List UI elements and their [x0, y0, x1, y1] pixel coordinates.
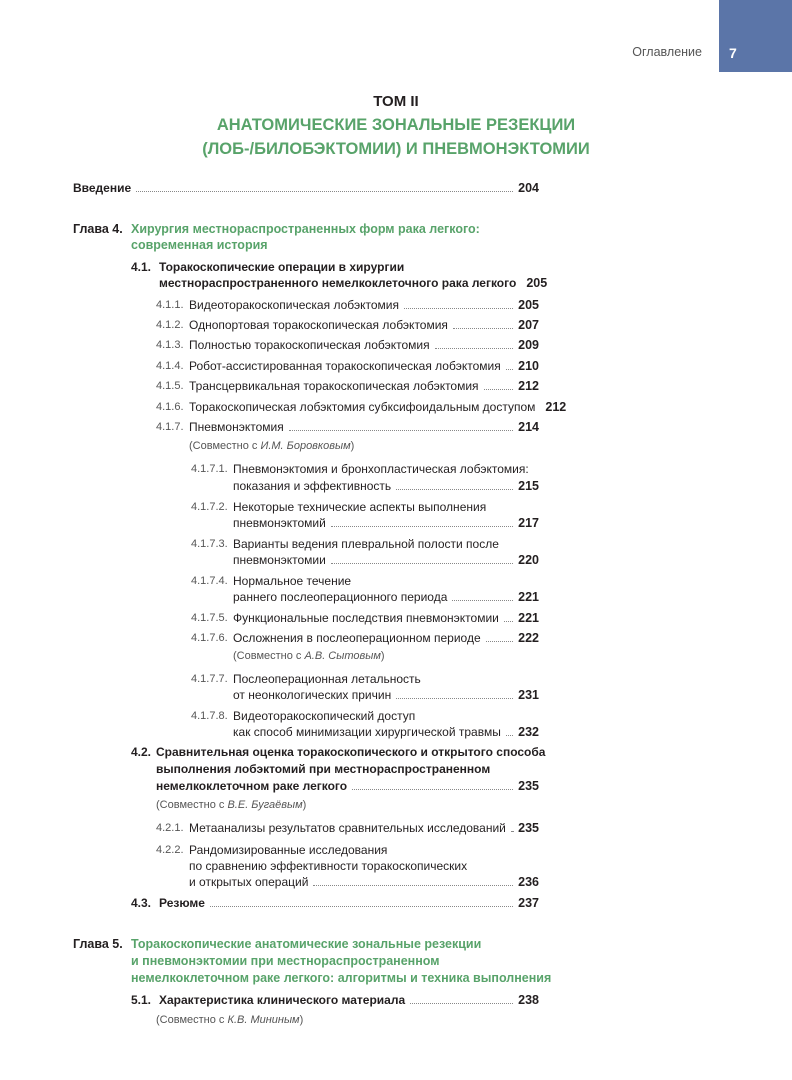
dot-leader — [210, 906, 513, 907]
toc-title: Робот-ассистированная торакоскопическая лобэктомия — [189, 359, 501, 373]
toc-page: 237 — [518, 896, 539, 910]
toc-page: 222 — [518, 631, 539, 645]
subsection-title-line-1[interactable]: Нормальное течение — [233, 574, 352, 588]
subsection-number: 4.1.5. — [156, 380, 184, 392]
dot-leader — [511, 831, 513, 832]
dot-leader — [484, 389, 514, 390]
toc-title: показания и эффективность — [233, 479, 392, 493]
toc-title: Пневмонэктомия — [189, 420, 284, 434]
dot-leader — [352, 789, 513, 790]
section-number: 5.1. — [131, 993, 152, 1007]
dot-leader — [506, 369, 513, 370]
toc-title: Метаанализы результатов сравнительных исследований — [189, 821, 506, 835]
toc-entry-4-1-3[interactable] — [189, 338, 539, 353]
toc-page: 212 — [518, 379, 539, 393]
subsection-number: 4.1.7.7. — [191, 673, 228, 685]
section-title-line-1[interactable]: Сравнительная оценка торакоскопического и открытого способа — [156, 745, 546, 759]
toc-entry-4-1-7-3[interactable] — [233, 553, 539, 568]
coauthor-note: (Совместно с К.В. Мининым) — [156, 1014, 304, 1026]
dot-leader — [486, 641, 513, 642]
chapter-label: Глава 4. — [73, 222, 123, 236]
toc-title: Торакоскопическая лобэктомия субксифоидальным доступом — [189, 400, 536, 414]
toc-page: 214 — [518, 420, 539, 434]
toc-entry-4-2-1[interactable] — [189, 821, 539, 836]
toc-entry-intro[interactable] — [73, 181, 539, 196]
subsection-title-line-1[interactable]: Пневмонэктомия и бронхопластическая лобэктомия: — [233, 462, 529, 476]
subsection-title-line-1[interactable]: Некоторые технические аспекты выполнения — [233, 500, 487, 514]
section-number: 4.2. — [131, 745, 152, 759]
toc-entry-4-2-2[interactable] — [189, 875, 539, 890]
section-number: 4.1. — [131, 260, 152, 274]
subsection-number: 4.1.3. — [156, 339, 184, 351]
section-title-line-1[interactable]: Торакоскопические операции в хирургии — [159, 260, 405, 274]
toc-page: 238 — [518, 993, 539, 1007]
toc-title: Резюме — [159, 896, 205, 910]
toc-page: 207 — [518, 318, 539, 332]
toc-entry-4-1-4[interactable] — [189, 359, 539, 374]
coauthor-note: (Совместно с В.Е. Бугаёвым) — [156, 799, 307, 811]
toc-title: Видеоторакоскопическая лобэктомия — [189, 298, 399, 312]
toc-page: 221 — [518, 611, 539, 625]
toc-title: и открытых операций — [189, 875, 309, 889]
toc-page: 205 — [518, 298, 539, 312]
toc-title: раннего послеоперационного периода — [233, 590, 448, 604]
toc-entry-4-1-7-6[interactable] — [233, 631, 539, 646]
toc-entry-4-1-7-8[interactable] — [233, 725, 539, 740]
page-tab — [719, 0, 792, 72]
toc-title: Трансцервикальная торакоскопическая лобэктомия — [189, 379, 479, 393]
subsection-number: 4.1.6. — [156, 401, 184, 413]
subsection-title-line-1[interactable]: Видеоторакоскопический доступ — [233, 709, 416, 723]
subsection-title-line-1[interactable]: Рандомизированные исследования — [189, 843, 388, 857]
subsection-number: 4.2.1. — [156, 822, 184, 834]
chapter-label: Глава 5. — [73, 937, 123, 951]
subsection-number: 4.2.2. — [156, 844, 184, 856]
toc-entry-4-1-1[interactable] — [189, 298, 539, 313]
dot-leader — [452, 600, 513, 601]
toc-title: пневмонэктомий — [233, 516, 326, 530]
volume-title-line-1: АНАТОМИЧЕСКИЕ ЗОНАЛЬНЫЕ РЕЗЕКЦИИ — [216, 116, 576, 134]
dot-leader — [506, 735, 513, 736]
toc-entry-5-1[interactable] — [159, 993, 539, 1008]
toc-page: 210 — [518, 359, 539, 373]
toc-page: 235 — [518, 779, 539, 793]
subsection-number: 4.1.7.4. — [191, 575, 228, 587]
subsection-number: 4.1.7. — [156, 421, 184, 433]
dot-leader — [404, 308, 513, 309]
subsection-title-line-1[interactable]: Варианты ведения плевральной полости после — [233, 537, 499, 551]
dot-leader — [453, 328, 513, 329]
section-number: 4.3. — [131, 896, 152, 910]
toc-page: 215 — [518, 479, 539, 493]
subsection-number: 4.1.7.1. — [191, 463, 228, 475]
toc-title: пневмонэктомии — [233, 553, 326, 567]
subsection-title-line-1[interactable]: Послеоперационная летальность — [233, 672, 421, 686]
coauthor-name: К.В. Мининым — [227, 1014, 300, 1026]
subsection-number: 4.1.7.2. — [191, 501, 228, 513]
chapter-title-line-2[interactable]: и пневмонэктомии при местнораспространенном — [131, 954, 440, 968]
running-header: Оглавление — [632, 45, 702, 59]
toc-entry-4-1-7-1[interactable] — [233, 479, 539, 494]
chapter-title-line-1[interactable]: Хирургия местнораспространенных форм рака легкого: — [131, 222, 480, 236]
toc-entry-4-1-7-7[interactable] — [233, 688, 539, 703]
dot-leader — [435, 348, 514, 349]
dot-leader — [504, 621, 513, 622]
toc-page: 209 — [518, 338, 539, 352]
toc-title: Функциональные последствия пневмонэктомии — [233, 611, 499, 625]
toc-title: Характеристика клинического материала — [159, 993, 406, 1007]
toc-page: 204 — [518, 181, 539, 195]
dot-leader — [410, 1003, 513, 1004]
chapter-title-line-1[interactable]: Торакоскопические анатомические зональные резекции — [131, 937, 482, 951]
dot-leader — [331, 563, 513, 564]
coauthor-name: В.Е. Бугаёвым — [227, 799, 303, 811]
toc-title: Однопортовая торакоскопическая лобэктомия — [189, 318, 448, 332]
toc-entry-4-1-5[interactable] — [189, 379, 539, 394]
dot-leader — [396, 698, 513, 699]
toc-entry-4-1-7-5[interactable] — [233, 611, 539, 626]
toc-title: от неонкологических причин — [233, 688, 392, 702]
coauthor-note: (Совместно с А.В. Сытовым) — [233, 650, 385, 662]
subsection-number: 4.1.2. — [156, 319, 184, 331]
toc-entry-4-2[interactable] — [156, 779, 539, 794]
subsection-number: 4.1.1. — [156, 299, 184, 311]
dot-leader — [396, 489, 513, 490]
coauthor-name: А.В. Сытовым — [304, 650, 381, 662]
toc-page: 220 — [518, 553, 539, 567]
volume-title-line-2: (ЛОБ-/БИЛОБЭКТОМИИ) И ПНЕВМОНЭКТОМИИ — [202, 140, 590, 158]
dot-leader — [289, 430, 513, 431]
coauthor-note: (Совместно с И.М. Боровковым) — [189, 440, 355, 452]
volume-label: ТОМ II — [373, 93, 419, 110]
chapter-title-line-3[interactable]: немелкоклеточном раке легкого: алгоритмы и техника выполнения — [131, 971, 552, 985]
dot-leader — [313, 885, 513, 886]
toc-entry-4-3[interactable] — [159, 896, 539, 911]
toc-page: 231 — [518, 688, 539, 702]
toc-page: 221 — [518, 590, 539, 604]
toc-page: 236 — [518, 875, 539, 889]
toc-entry-4-1[interactable] — [159, 276, 548, 291]
subsection-number: 4.1.4. — [156, 360, 184, 372]
subsection-number: 4.1.7.5. — [191, 612, 228, 624]
subsection-number: 4.1.7.6. — [191, 632, 228, 644]
toc-title: Осложнения в послеоперационном периоде — [233, 631, 481, 645]
toc-title: немелкоклеточном раке легкого — [156, 779, 348, 793]
subsection-title-line-2[interactable]: по сравнению эффективности торакоскопических — [189, 859, 468, 873]
chapter-title-line-2[interactable]: современная история — [131, 238, 268, 252]
toc-title: как способ минимизации хирургической травмы — [233, 725, 501, 739]
coauthor-name: И.М. Боровковым — [260, 440, 351, 452]
subsection-number: 4.1.7.3. — [191, 538, 228, 550]
toc-entry-4-1-7-2[interactable] — [233, 516, 539, 531]
toc-entry-4-1-2[interactable] — [189, 318, 539, 333]
toc-page: 205 — [526, 276, 548, 290]
toc-page: 212 — [545, 400, 567, 414]
page-number: 7 — [729, 45, 737, 61]
toc-page: 217 — [518, 516, 539, 530]
toc-title: местнораспространенного немелкоклеточного рака легкого — [159, 276, 517, 290]
toc-title: Введение — [73, 181, 132, 195]
toc-entry-4-1-7-4[interactable] — [233, 590, 539, 605]
toc-entry-4-1-7[interactable] — [189, 420, 539, 435]
toc-page: 232 — [518, 725, 539, 739]
dot-leader — [331, 526, 513, 527]
toc-entry-4-1-6[interactable] — [189, 400, 567, 415]
subsection-number: 4.1.7.8. — [191, 710, 228, 722]
dot-leader — [136, 191, 513, 192]
toc-title: Полностью торакоскопическая лобэктомия — [189, 338, 430, 352]
section-title-line-2[interactable]: выполнения лобэктомий при местнораспространенном — [156, 762, 491, 776]
toc-page: 235 — [518, 821, 539, 835]
